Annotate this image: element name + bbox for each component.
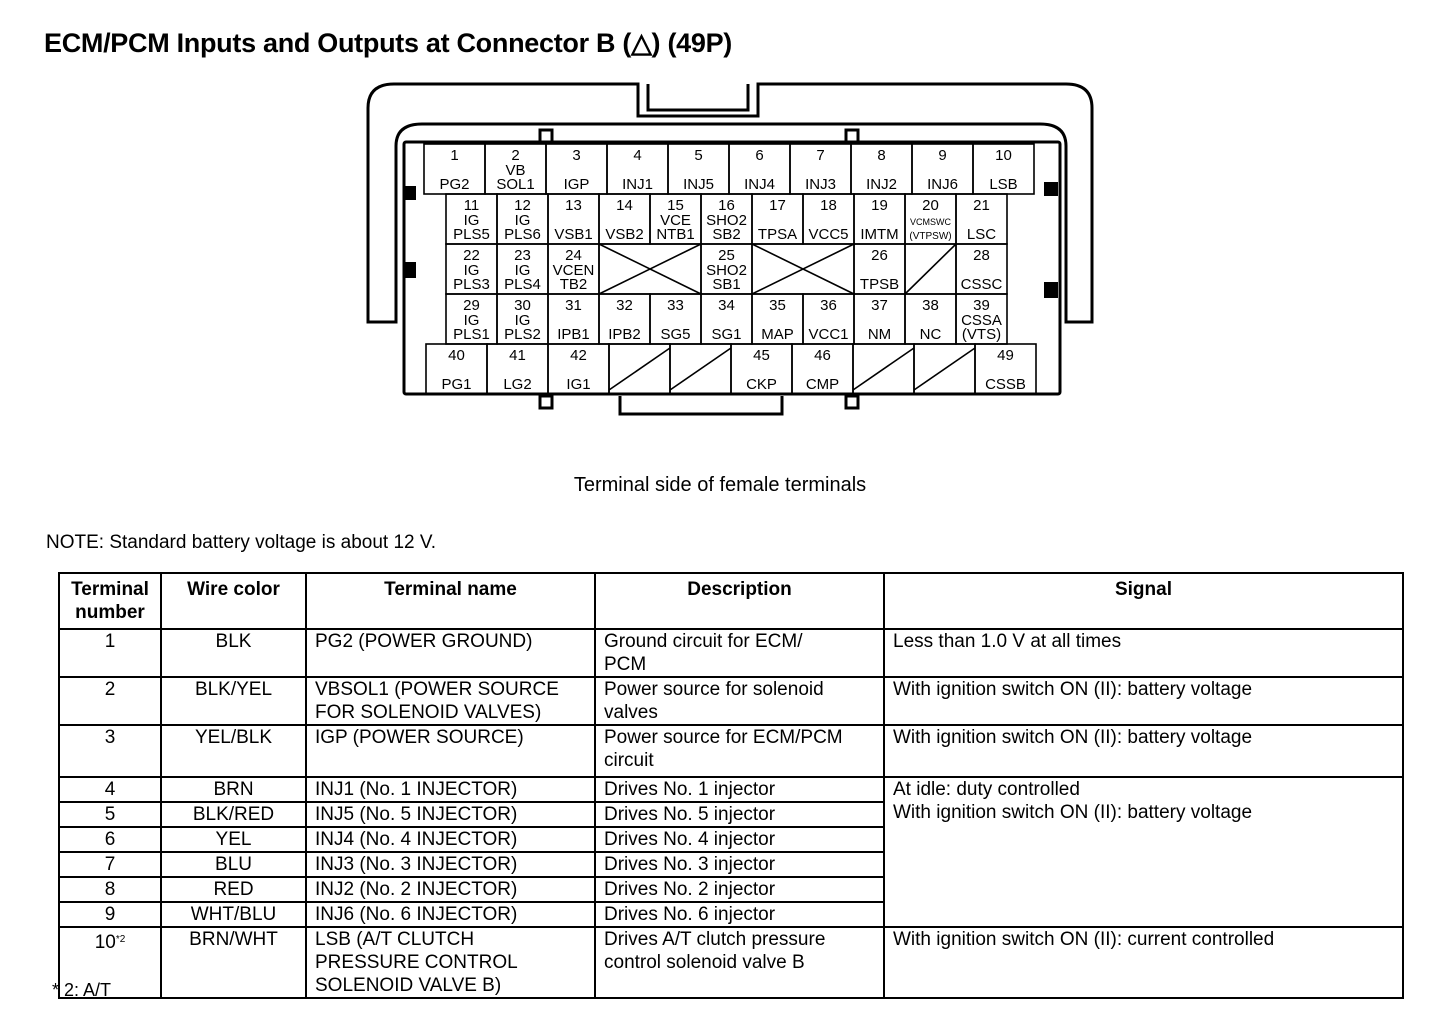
pin-name: IGP	[563, 176, 590, 193]
cell-desc: Power source for solenoid valves	[595, 677, 884, 725]
pin-name: INJ5	[683, 176, 714, 193]
connector-diagram	[360, 80, 1100, 420]
pin-name: PLS5	[453, 226, 490, 243]
triangle-icon: △	[631, 28, 652, 58]
pin-number: 3	[572, 147, 581, 164]
pin-name: LSB	[989, 176, 1018, 193]
cell-desc: Drives No. 6 injector	[595, 902, 884, 927]
pin-name: NM	[867, 326, 892, 343]
cell-wire: YEL/BLK	[161, 725, 306, 777]
pin-number: 2	[511, 147, 520, 164]
pin-label: IG	[514, 212, 531, 229]
pin-name: LSC	[966, 226, 997, 243]
pin-name: INJ3	[805, 176, 836, 193]
pin-name: CKP	[746, 376, 777, 393]
pin-name: (VTS)	[961, 326, 1002, 343]
pin-number: 12	[514, 197, 531, 214]
pin-number: 21	[973, 197, 990, 214]
cell-terminal: 8	[59, 877, 161, 902]
pin-number: 37	[871, 297, 888, 314]
diagram-caption: Terminal side of female terminals	[573, 474, 867, 496]
cell-terminal: 3	[59, 725, 161, 777]
cell-desc: Ground circuit for ECM/ PCM	[595, 629, 884, 677]
pin-number: 23	[514, 247, 531, 264]
pin-number: 10	[995, 147, 1012, 164]
blank-pin-mark	[905, 244, 956, 294]
cell-name: VBSOL1 (POWER SOURCE FOR SOLENOID VALVES)	[306, 677, 595, 725]
pin-name: TPSA	[757, 226, 798, 243]
pin-name: CSSC	[960, 276, 1003, 293]
cell-wire: RED	[161, 877, 306, 902]
pin-name: TPSB	[859, 276, 900, 293]
pin-name: LG2	[503, 376, 532, 393]
pin-label: VCEN	[552, 262, 595, 279]
pin-name: VSB2	[605, 226, 644, 243]
pin-label: IG	[514, 262, 531, 279]
pin-name: TB2	[559, 276, 588, 293]
pin-name: NC	[919, 326, 942, 343]
header-terminal-name: Terminal name	[306, 573, 595, 629]
pin-name: IMTM	[860, 226, 899, 243]
cell-name: INJ4 (No. 4 INJECTOR)	[306, 827, 595, 852]
cell-terminal: 1	[59, 629, 161, 677]
pin-name: PG2	[439, 176, 470, 193]
cell-desc: Drives A/T clutch pressure control solenoid valve B	[595, 927, 884, 998]
pin-name: IPB2	[608, 326, 641, 343]
pin-number: 31	[565, 297, 582, 314]
header-wire-color: Wire color	[161, 573, 306, 629]
pin-name: PLS6	[504, 226, 541, 243]
pin-number: 6	[755, 147, 764, 164]
pin-label: CSSA	[961, 312, 1002, 329]
cell-wire: BLK	[161, 629, 306, 677]
cell-wire: BRN/WHT	[161, 927, 306, 998]
cell-wire: BLK/RED	[161, 802, 306, 827]
cell-terminal: 7	[59, 852, 161, 877]
pin-name: SB1	[712, 276, 741, 293]
cell-name: INJ2 (No. 2 INJECTOR)	[306, 877, 595, 902]
pin-number: 32	[616, 297, 633, 314]
pin-number: 46	[814, 347, 831, 364]
pin-label: IG	[463, 212, 480, 229]
pin-number: 13	[565, 197, 582, 214]
pin-name: PLS3	[453, 276, 490, 293]
cell-wire: BLK/YEL	[161, 677, 306, 725]
cell-desc: Power source for ECM/PCM circuit	[595, 725, 884, 777]
pin-name: INJ2	[866, 176, 897, 193]
blank-pin-mark	[670, 348, 731, 390]
pin-number: 30	[514, 297, 531, 314]
pin-number: 5	[694, 147, 703, 164]
note: NOTE: Standard battery voltage is about 12 V.	[46, 532, 437, 553]
cell-name: INJ1 (No. 1 INJECTOR)	[306, 777, 595, 802]
connector-latch-bottom	[620, 396, 782, 414]
pin-number: 26	[871, 247, 888, 264]
pin-number: 42	[570, 347, 587, 364]
pin-name: VSB1	[554, 226, 593, 243]
pin-number: 29	[463, 297, 480, 314]
pin-name: SG5	[660, 326, 691, 343]
header-description: Description	[595, 573, 884, 629]
pin-name: PLS1	[453, 326, 490, 343]
pin-name: SG1	[711, 326, 742, 343]
cell-wire: WHT/BLU	[161, 902, 306, 927]
footnote: * 2: A/T	[52, 980, 112, 1000]
cell-signal-injectors: At idle: duty controlled With ignition switch ON (II): battery voltage	[884, 777, 1403, 927]
cell-wire: YEL	[161, 827, 306, 852]
pin-name: CMP	[805, 376, 840, 393]
cell-wire: BLU	[161, 852, 306, 877]
pin-label: SHO2	[706, 262, 747, 279]
title-suffix: ) (49P)	[651, 28, 732, 58]
connector-top-key	[648, 84, 748, 110]
pin-number: 22	[463, 247, 480, 264]
pin-number: 25	[718, 247, 735, 264]
pin-number: 4	[633, 147, 642, 164]
pin-number: 33	[667, 297, 684, 314]
pin-name: PG1	[441, 376, 472, 393]
pin-name: VCC5	[808, 226, 849, 243]
blank-pin-mark	[609, 348, 670, 390]
pin-number: 15	[667, 197, 684, 214]
pin-number: 11	[463, 197, 480, 214]
pin-name: (VTPSW)	[909, 231, 952, 242]
table-header-row	[59, 573, 1403, 629]
cell-desc: Drives No. 2 injector	[595, 877, 884, 902]
cell-terminal: 5	[59, 802, 161, 827]
cell-terminal: 9	[59, 902, 161, 927]
pin-label: VB	[505, 162, 526, 179]
cell-signal: Less than 1.0 V at all times	[884, 629, 1403, 677]
header-terminal-number: Terminal number	[59, 573, 161, 629]
pin-name: SOL1	[496, 176, 535, 193]
table-row	[59, 777, 1403, 802]
pin-number: 49	[997, 347, 1014, 364]
pin-label: IG	[514, 312, 531, 329]
pin-label: VCMSWC	[910, 217, 951, 227]
cell-name: PG2 (POWER GROUND)	[306, 629, 595, 677]
header-signal: Signal	[884, 573, 1403, 629]
pin-name: VCC1	[808, 326, 849, 343]
blank-pin-mark	[853, 348, 914, 390]
cell-terminal: 2	[59, 677, 161, 725]
pin-name: NTB1	[656, 226, 695, 243]
pin-number: 20	[922, 197, 939, 214]
pin-name: INJ1	[622, 176, 653, 193]
pin-name: PLS4	[504, 276, 541, 293]
pin-number: 9	[938, 147, 947, 164]
pin-number: 18	[820, 197, 837, 214]
pin-name: INJ4	[744, 176, 775, 193]
table-row	[59, 629, 1403, 677]
cell-name: INJ3 (No. 3 INJECTOR)	[306, 852, 595, 877]
pin-number: 8	[877, 147, 886, 164]
cell-signal: With ignition switch ON (II): current controlled	[884, 927, 1403, 998]
pin-name: MAP	[761, 326, 794, 343]
cell-desc: Drives No. 3 injector	[595, 852, 884, 877]
cell-signal: With ignition switch ON (II): battery voltage	[884, 677, 1403, 725]
cell-name: INJ5 (No. 5 INJECTOR)	[306, 802, 595, 827]
cell-desc: Drives No. 1 injector	[595, 777, 884, 802]
pin-number: 16	[718, 197, 735, 214]
pin-number: 19	[871, 197, 888, 214]
pin-number: 28	[973, 247, 990, 264]
cell-desc: Drives No. 5 injector	[595, 802, 884, 827]
pin-number: 35	[769, 297, 786, 314]
pin-number: 1	[450, 147, 459, 164]
cell-signal: With ignition switch ON (II): battery voltage	[884, 725, 1403, 777]
table-row	[59, 725, 1403, 777]
pin-number: 7	[816, 147, 825, 164]
cell-terminal: 10$^{*2}$	[59, 927, 161, 998]
pin-number: 14	[616, 197, 633, 214]
cell-terminal: 4	[59, 777, 161, 802]
page-title	[44, 28, 732, 59]
pin-number: 40	[448, 347, 465, 364]
cell-name: LSB (A/T CLUTCH PRESSURE CONTROL SOLENOID VALVE B)	[306, 927, 595, 998]
pin-name: PLS2	[504, 326, 541, 343]
table-row	[59, 677, 1403, 725]
pin-name: IPB1	[557, 326, 590, 343]
pin-number: 36	[820, 297, 837, 314]
pin-number: 45	[753, 347, 770, 364]
blank-pin-mark	[914, 348, 975, 390]
cell-name: INJ6 (No. 6 INJECTOR)	[306, 902, 595, 927]
pin-number: 41	[509, 347, 526, 364]
pin-number: 24	[565, 247, 582, 264]
cell-wire: BRN	[161, 777, 306, 802]
pin-label: IG	[463, 312, 480, 329]
pin-name: SB2	[712, 226, 741, 243]
title-text: ECM/PCM Inputs and Outputs at Connector B (	[44, 28, 632, 58]
pin-label: SHO2	[706, 212, 747, 229]
pin-number: 38	[922, 297, 939, 314]
table-row	[59, 927, 1403, 998]
pin-name: INJ6	[927, 176, 958, 193]
cell-name: IGP (POWER SOURCE)	[306, 725, 595, 777]
cell-desc: Drives No. 4 injector	[595, 827, 884, 852]
pin-number: 34	[718, 297, 735, 314]
pin-number: 17	[769, 197, 786, 214]
pin-name: CSSB	[985, 376, 1026, 393]
pin-name: IG1	[566, 376, 591, 393]
cell-terminal: 6	[59, 827, 161, 852]
pin-number: 39	[973, 297, 990, 314]
io-table	[58, 572, 1404, 999]
pin-label: VCE	[660, 212, 691, 229]
pin-label: IG	[463, 262, 480, 279]
